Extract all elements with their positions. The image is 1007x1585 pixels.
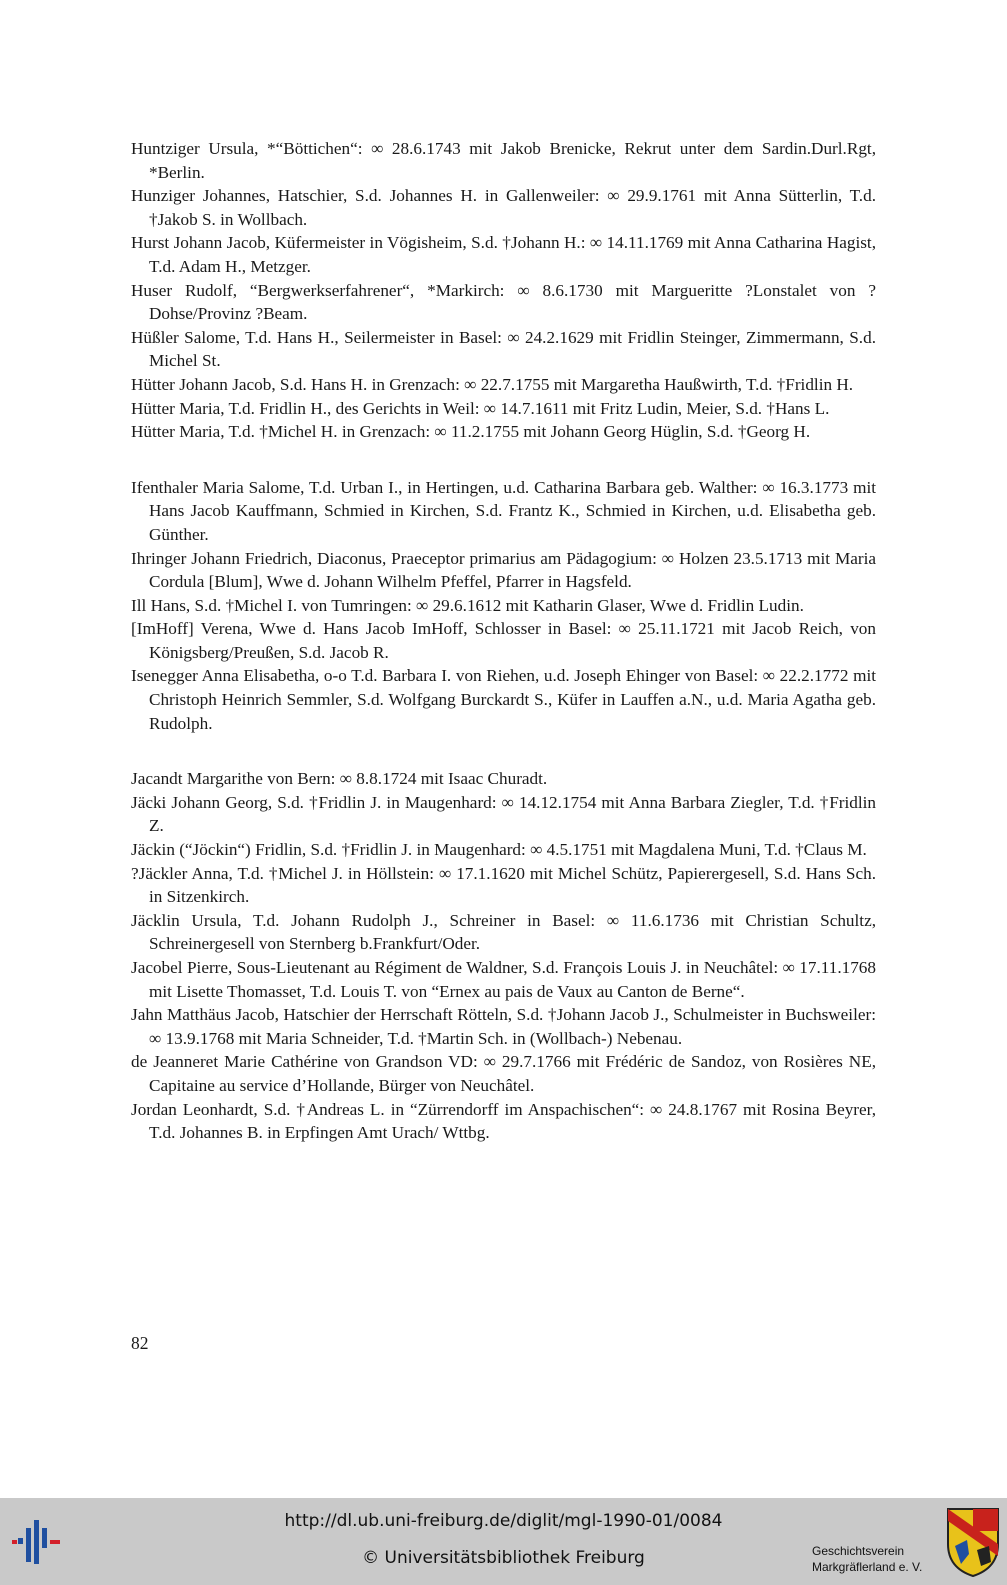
entry: Jäcki Johann Georg, S.d. †Fridlin J. in Maugenhard: ∞ 14.12.1754 mit Anna Barbara Ziegler, T.d. †Fridlin Z. bbox=[131, 792, 876, 836]
entry: de Jeanneret Marie Cathérine von Grandson VD: ∞ 29.7.1766 mit Frédéric de Sandoz, von Rosières NE, Capitaine au service d’Hollande, Bürger von Neuchâtel. bbox=[131, 1052, 876, 1095]
page-number: 82 bbox=[131, 1333, 149, 1353]
society-name bbox=[812, 1543, 922, 1575]
entry: Jacobel Pierre, Sous-Lieutenant au Régiment de Waldner, S.d. François Louis J. in Neuchâtel: ∞ 17.11.1768 mit Lisette Thomasset, T.d. Louis T. von “Ernex au pais de Vaux au Canton de Berne“. bbox=[131, 958, 876, 1001]
entry: Hunziger Johannes, Hatschier, S.d. Johannes H. in Gallenweiler: ∞ 29.9.1761 mit Anna Sütterlin, T.d. †Jakob S. in Wollbach. bbox=[131, 186, 876, 229]
entries-j bbox=[131, 767, 876, 1145]
document-body bbox=[131, 137, 876, 1145]
entry: ?Jäckler Anna, T.d. †Michel J. in Höllstein: ∞ 17.1.1620 mit Michel Schütz, Papierergesell, S.d. Hans Sch. in Sitzenkirch. bbox=[131, 863, 876, 907]
entry: [ImHoff] Verena, Wwe d. Hans Jacob ImHoff, Schlosser in Basel: ∞ 25.11.1721 mit Jacob Reich, von Königsberg/Preußen, S.d. Jacob R. bbox=[131, 619, 876, 662]
society-name-line1: Geschichtsverein bbox=[812, 1544, 905, 1558]
entry: Hütter Johann Jacob, S.d. Hans H. in Grenzach: ∞ 22.7.1755 mit Margaretha Haußwirth, T.d. †Fridlin H. bbox=[131, 374, 854, 394]
entry: Jäcklin Ursula, T.d. Johann Rudolph J., Schreiner in Basel: ∞ 11.6.1736 mit Christian Schultz, Schreinergesell von Sternberg b.Frankfurt/Oder. bbox=[131, 910, 876, 954]
entry: Ihringer Johann Friedrich, Diaconus, Praeceptor primarius am Pädagogium: ∞ Holzen 23.5.1713 mit Maria Cordula [Blum], Wwe d. Johann Wilhelm Pfeffel, Pfarrer in Hagsfeld. bbox=[131, 548, 876, 592]
society-name-line2: Markgräflerland e. V. bbox=[812, 1560, 923, 1574]
entry: Huntziger Ursula, *“Böttichen“: ∞ 28.6.1743 mit Jakob Brenicke, Rekrut unter dem Sardin.Durl.Rgt, *Berlin. bbox=[131, 139, 876, 182]
entry: Huser Rudolf, “Bergwerkserfahrener“, *Markirch: ∞ 8.6.1730 mit Margueritte ?Lonstalet von ?Dohse/Provinz ?Beam. bbox=[131, 280, 876, 324]
footer-bar bbox=[0, 1498, 1007, 1585]
entry: Ifenthaler Maria Salome, T.d. Urban I., in Hertingen, u.d. Catharina Barbara geb. Walther: ∞ 16.3.1773 mit Hans Jacob Kauffmann, Schmied in Kirchen, S.d. Frantz K., Schmied in Kirchen, u.d. Elisabetha geb. Günther. bbox=[131, 477, 876, 544]
entries-h bbox=[131, 137, 876, 444]
entry: Jordan Leonhardt, S.d. †Andreas L. in “Zürrendorff im Anspachischen“: ∞ 24.8.1767 mit Rosina Beyrer, T.d. Johannes B. in Erpfingen Amt Urach/ Wttbg. bbox=[131, 1099, 876, 1143]
entry: Jahn Matthäus Jacob, Hatschier der Herrschaft Rötteln, S.d. †Johann Jacob J., Schulmeister in Buchsweiler: ∞ 13.9.1768 mit Maria Schneider, T.d. †Martin Sch. in (Wollbach-) Nebenau. bbox=[131, 1005, 876, 1048]
entry: Isenegger Anna Elisabetha, o-o T.d. Barbara I. von Riehen, u.d. Joseph Ehinger von Basel: ∞ 22.2.1772 mit Christoph Heinrich Semmler, S.d. Wolfgang Burckardt S., Küfer in Lauffen a.N., u.d. Maria Agatha geb. Rudolph. bbox=[131, 666, 876, 733]
entry: Hüßler Salome, T.d. Hans H., Seilermeister in Basel: ∞ 24.2.1629 mit Fridlin Steinger, Zimmermann, S.d. Michel St. bbox=[131, 327, 876, 371]
entry: Ill Hans, S.d. †Michel I. von Tumringen: ∞ 29.6.1612 mit Katharin Glaser, Wwe d. Fridlin Ludin. bbox=[131, 595, 804, 615]
entry: Hütter Maria, T.d. Fridlin H., des Gerichts in Weil: ∞ 14.7.1611 mit Fritz Ludin, Meier, S.d. †Hans L. bbox=[131, 398, 830, 418]
entry: Jacandt Margarithe von Bern: ∞ 8.8.1724 mit Isaac Churadt. bbox=[131, 769, 548, 789]
entries-i bbox=[131, 476, 876, 736]
entry: Hurst Johann Jacob, Küfermeister in Vögisheim, S.d. †Johann H.: ∞ 14.11.1769 mit Anna Catharina Hagist, T.d. Adam H., Metzger. bbox=[131, 233, 876, 276]
permalink-url[interactable]: http://dl.ub.uni-freiburg.de/diglit/mgl-1990-01/0084 bbox=[284, 1511, 723, 1531]
entry: Hütter Maria, T.d. †Michel H. in Grenzach: ∞ 11.2.1755 mit Johann Georg Hüglin, S.d. †Georg H. bbox=[131, 422, 811, 442]
coat-of-arms-icon bbox=[945, 1506, 1001, 1578]
entry: Jäckin (“Jöckin“) Fridlin, S.d. †Fridlin J. in Maugenhard: ∞ 4.5.1751 mit Magdalena Muni, T.d. †Claus M. bbox=[131, 840, 867, 860]
copyright-text: © Universitätsbibliothek Freiburg bbox=[362, 1548, 645, 1568]
